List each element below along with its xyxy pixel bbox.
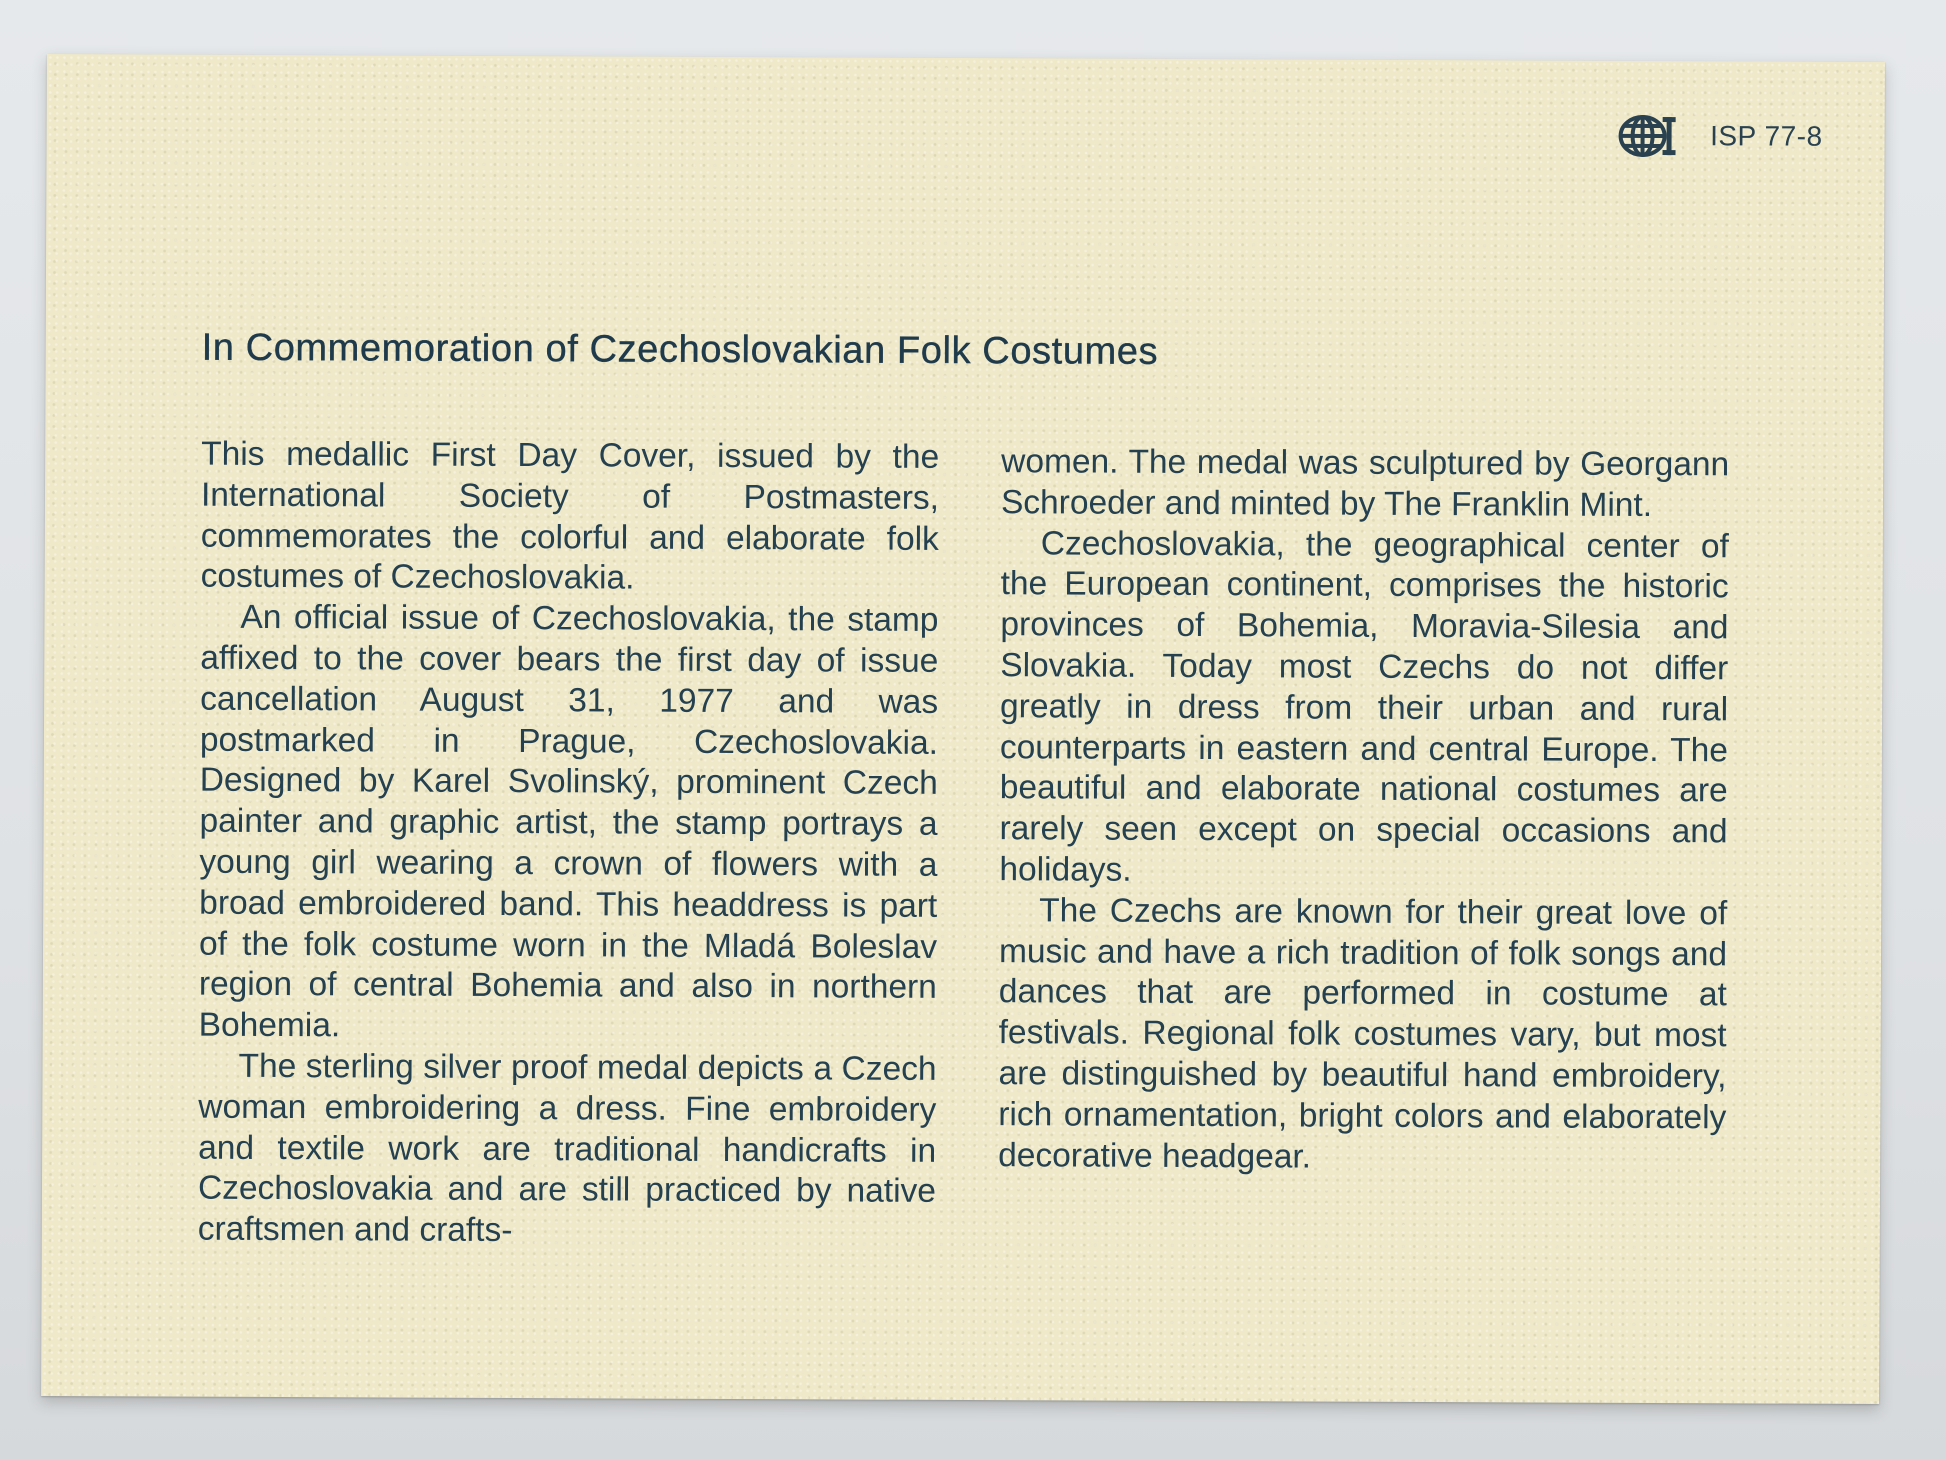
right-paragraph-1: women. The medal was sculptured by Georgann Schroeder and minted by The Franklin Mint. [1000,443,1730,524]
left-paragraph-1: This medallic First Day Cover, issued by the International Society of Postmasters, commemorates the colorful and elaborate folk costumes of Czechoslovakia. [200,435,940,597]
right-column [998,442,1729,1180]
document-card [41,54,1885,1404]
left-paragraph-3: The sterling silver proof medal depicts a Czech woman embroidering a dress. Fine embroidery and textile work are traditional handicrafts in Czechoslovakia and are still practiced by native craftsmen and crafts- [197,1047,937,1250]
right-paragraph-2: Czechoslovakia, the geographical center of the European continent, comprises the historic provinces of Bohemia, Moravia-Silesia and Slovakia. Today most Czechs do not differ greatly in dress from their urban and rural counterparts in eastern and central Europe. The beautiful and elaborate national costumes are rarely seen except on special occasions and holidays. [999,524,1729,889]
isp-badge [1612,113,1823,160]
document-title: In Commemoration of Czechoslovakian Folk Costumes [201,326,1159,373]
left-column [198,435,940,1254]
isp-code: ISP 77-8 [1710,120,1823,152]
globe-isp-logo-icon [1612,113,1678,159]
left-paragraph-2: An official issue of Czechoslovakia, the stamp affixed to the cover bears the first day of issue cancellation August 31, 1977 and was postmarked in Prague, Czechoslovakia. Designed by Karel Svolinský, prominent Czech painter and graphic artist, the stamp portrays a young girl wearing a crown of flowers with a broad embroidered band. This headdress is part of the folk costume worn in the Mladá Boleslav region of central Bohemia and also in northern Bohemia. [198,599,939,1045]
right-paragraph-3: The Czechs are known for their great love of music and have a rich tradition of folk songs and dances that are performed in costume at festivals. Regional folk costumes vary, but most are distinguished by beautiful hand embroidery, rich ornamentation, bright colors and elaborately decorative headgear. [998,892,1728,1176]
